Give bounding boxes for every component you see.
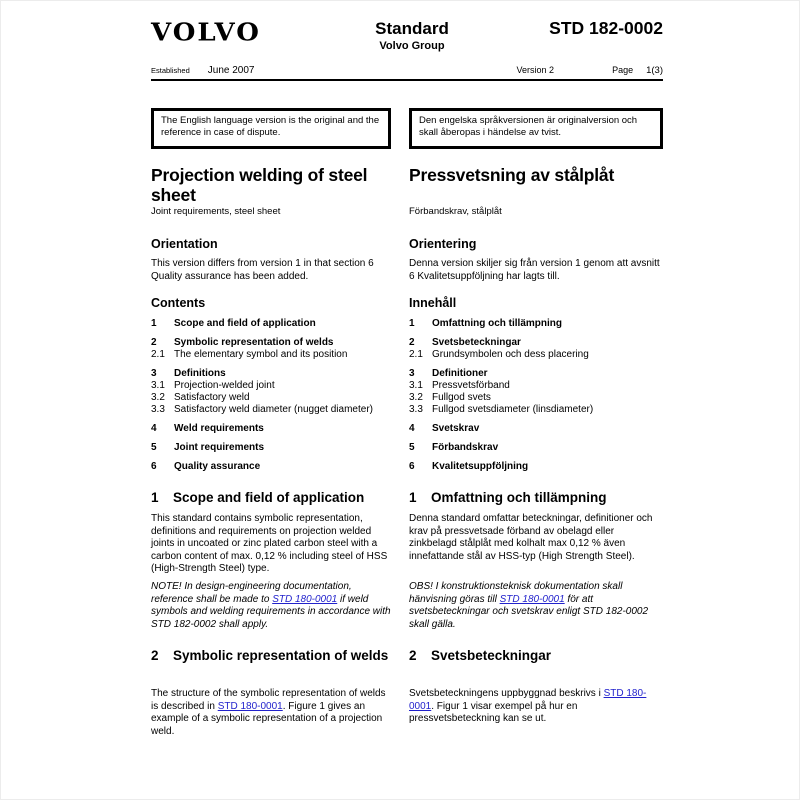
section1-row	[151, 490, 663, 631]
toc-label: Projection-welded joint	[174, 380, 275, 391]
toc-num: 1	[151, 318, 157, 329]
toc-num: 3.1	[151, 380, 165, 391]
section2-row	[151, 648, 663, 738]
toc-num: 2.1	[409, 349, 423, 360]
toc-num: 4	[409, 423, 415, 434]
note-text: för att svetsbeteckningar och svetskrav enligt STD 182-0002 skall gälla.	[409, 593, 649, 630]
contents-heading-sv: Innehåll	[409, 296, 457, 310]
std-180-0001-link[interactable]: STD 180-0001	[217, 700, 283, 712]
section-number: 2	[409, 648, 417, 663]
toc-item	[409, 349, 663, 361]
orientation-sv	[409, 237, 663, 283]
orientation-body-en: This version differs from version 1 in that section 6 Quality assurance has been added.	[151, 258, 374, 282]
notice-row	[151, 108, 663, 149]
section2-heading-en	[151, 648, 391, 681]
toc-num: 3.2	[409, 392, 423, 403]
section1-note-sv	[409, 581, 663, 631]
org-label: Volvo Group	[379, 40, 445, 52]
contents-sv	[409, 296, 663, 473]
orientation-en	[151, 237, 391, 283]
toc-label: Fullgod svets	[432, 392, 491, 403]
contents-en	[151, 296, 391, 473]
notice-box-english: The English language version is the original and the reference in case of dispute.	[151, 108, 391, 149]
toc-item	[409, 368, 663, 380]
version-page-group	[517, 65, 663, 76]
page-title-en: Projection welding of steel sheet	[151, 165, 368, 205]
toc-label: Definitions	[174, 368, 226, 379]
section2-en	[151, 648, 391, 738]
std-180-0001-link[interactable]: STD 180-0001	[272, 593, 338, 605]
toc-num: 3.3	[151, 404, 165, 415]
std-180-0001-link[interactable]: STD 180-0001	[499, 593, 565, 605]
section2-body-sv	[409, 688, 663, 726]
toc-label: Satisfactory weld	[174, 392, 250, 403]
toc-num: 1	[409, 318, 415, 329]
doc-type-label: Standard	[375, 19, 449, 38]
note-text: OBS! I konstruktionsteknisk dokumentation skall hänvisning göras till	[409, 581, 623, 605]
section1-heading-en	[151, 490, 391, 506]
toc-num: 5	[409, 442, 415, 453]
toc-num: 3.1	[409, 380, 423, 391]
toc-item	[151, 380, 391, 392]
toc-num: 4	[151, 423, 157, 434]
toc-item	[151, 461, 391, 473]
toc-label: Grundsymbolen och dess placering	[432, 349, 589, 360]
title-block-en	[151, 165, 391, 217]
toc-item	[151, 368, 391, 380]
body-text: . Figure 1 gives an example of a symbolic representation of a projection weld.	[151, 700, 383, 737]
document-content	[151, 19, 663, 738]
toc-label: Weld requirements	[174, 423, 264, 434]
body-text: . Figur 1 visar exempel på hur en pressvetsbeteckning kan se ut.	[409, 700, 578, 724]
toc-num: 3	[409, 368, 415, 379]
page-title-sv: Pressvetsning av stålplåt	[409, 165, 615, 185]
toc-label: Svetsbeteckningar	[432, 337, 521, 348]
toc-item	[151, 337, 391, 349]
toc-item	[409, 404, 663, 416]
section1-heading-sv	[409, 490, 663, 506]
body-text: The structure of the symbolic representation of welds is described in	[151, 688, 386, 712]
section2-sv	[409, 648, 663, 738]
section1-sv	[409, 490, 663, 631]
contents-row	[151, 296, 663, 473]
volvo-logo: VOLVO	[151, 19, 261, 47]
toc-item	[151, 423, 391, 435]
page-number: 1(3)	[646, 65, 663, 76]
section-number: 1	[409, 490, 417, 505]
toc-label: Pressvetsförband	[432, 380, 510, 391]
toc-item	[151, 349, 391, 361]
section-title: Scope and field of application	[173, 490, 365, 505]
toc-label: Joint requirements	[174, 442, 265, 453]
section2-heading-sv	[409, 648, 663, 681]
orientation-body-sv: Denna version skiljer sig från version 1 genom att avsnitt 6 Kvalitetsuppföljning har lagts till.	[409, 258, 660, 282]
toc-item	[151, 442, 391, 454]
toc-label: The elementary symbol and its position	[174, 349, 348, 360]
toc-label: Kvalitetsuppföljning	[432, 461, 529, 472]
section-title: Symbolic representation of welds	[173, 648, 389, 663]
toc-label: Fullgod svetsdiameter (linsdiameter)	[432, 404, 594, 415]
toc-item	[409, 423, 663, 435]
doc-number: STD 182-0002	[549, 18, 663, 38]
note-text: NOTE! In design-engineering documentation, reference shall be made to	[151, 581, 352, 605]
toc-label: Satisfactory weld diameter (nugget diameter)	[174, 404, 373, 415]
subtitle-sv: Förbandskrav, stålplåt	[409, 206, 502, 217]
std-180-0001-link[interactable]: STD 180-0001	[409, 688, 647, 712]
header-center	[331, 19, 493, 53]
toc-label: Scope and field of application	[174, 318, 316, 329]
toc-item	[409, 442, 663, 454]
header-meta-row	[151, 65, 663, 76]
subtitle-en: Joint requirements, steel sheet	[151, 206, 281, 217]
toc-num: 3	[151, 368, 157, 379]
toc-item	[151, 318, 391, 330]
document-header	[151, 19, 663, 53]
orientation-heading-sv: Orientering	[409, 237, 477, 251]
note-text: if weld symbols and welding requirements in accordance with STD 182-0002 shall apply.	[151, 593, 391, 630]
title-block-sv	[409, 165, 663, 217]
notice-box-swedish: Den engelska språkversionen är originalversion och skall åberopas i händelse av tvist.	[409, 108, 663, 149]
header-divider	[151, 79, 663, 81]
section-number: 1	[151, 490, 159, 505]
toc-item	[409, 461, 663, 473]
section1-note-en	[151, 581, 391, 631]
page-label: Page	[612, 65, 634, 75]
section1-body-sv: Denna standard omfattar beteckningar, definitioner och krav på pressvetsade förband av obelagd eller zinkbelagd stålplåt med kolhalt max 0,12 % även innefattande stål av HSS-typ (High Strength Steel).	[409, 513, 653, 562]
toc-en	[151, 318, 391, 473]
section-title: Svetsbeteckningar	[431, 648, 552, 663]
toc-item	[151, 392, 391, 404]
version-label: Version 2	[516, 65, 555, 75]
section2-body-en	[151, 688, 391, 738]
established-group	[151, 65, 255, 76]
toc-num: 5	[151, 442, 157, 453]
toc-item	[151, 404, 391, 416]
toc-num: 3.3	[409, 404, 423, 415]
toc-label: Förbandskrav	[432, 442, 499, 453]
toc-label: Quality assurance	[174, 461, 261, 472]
toc-num: 6	[409, 461, 415, 472]
orientation-heading-en: Orientation	[151, 237, 218, 251]
toc-label: Symbolic representation of welds	[174, 337, 334, 348]
toc-num: 2	[409, 337, 415, 348]
section1-body-en: This standard contains symbolic representation, definitions and requirements on projection welded joints in uncoated or zinc plated carbon steel with a carbon content of max. 0,12 % including steel of HSS (High-Strength Steel) type.	[151, 513, 388, 574]
established-label: Established	[151, 66, 190, 75]
title-row	[151, 165, 663, 217]
toc-item	[409, 380, 663, 392]
orientation-row	[151, 237, 663, 283]
toc-num: 3.2	[151, 392, 165, 403]
toc-item	[409, 337, 663, 349]
toc-num: 2.1	[151, 349, 165, 360]
toc-label: Definitioner	[432, 368, 488, 379]
established-value: June 2007	[207, 65, 255, 76]
toc-item	[409, 318, 663, 330]
toc-label: Omfattning och tillämpning	[432, 318, 562, 329]
contents-heading-en: Contents	[151, 296, 206, 310]
section1-en	[151, 490, 391, 631]
toc-num: 2	[151, 337, 157, 348]
toc-num: 6	[151, 461, 157, 472]
section-number: 2	[151, 648, 159, 663]
section-title: Omfattning och tillämpning	[431, 490, 607, 505]
body-text: Svetsbeteckningens uppbyggnad beskrivs i	[409, 688, 604, 699]
toc-label: Svetskrav	[432, 423, 480, 434]
toc-sv	[409, 318, 663, 473]
toc-item	[409, 392, 663, 404]
